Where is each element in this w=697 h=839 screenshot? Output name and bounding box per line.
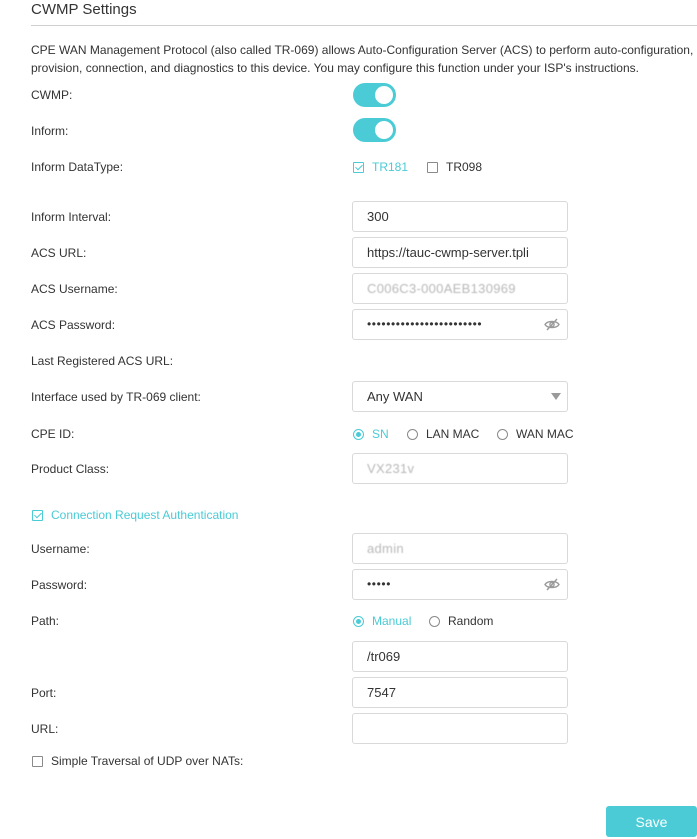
connection-request-auth-label: Connection Request Authentication — [51, 508, 239, 522]
wan-mac-radio[interactable] — [497, 429, 508, 440]
inform-toggle[interactable] — [353, 118, 396, 142]
path-value: /tr069 — [367, 649, 401, 664]
random-radio[interactable] — [429, 616, 440, 627]
password-label: Password: — [31, 578, 88, 592]
acs-url-value: https://tauc-cwmp-server.tpli — [367, 245, 529, 260]
username-input[interactable] — [352, 533, 568, 564]
interface-value: Any WAN — [367, 389, 423, 404]
connection-request-auth-option[interactable] — [32, 508, 238, 522]
product-class-input[interactable] — [352, 453, 568, 484]
random-label: Random — [448, 614, 494, 628]
password-input[interactable] — [352, 569, 568, 600]
port-input[interactable] — [352, 677, 568, 708]
url-input[interactable] — [352, 713, 568, 744]
cpe-id-lan-mac-option[interactable] — [407, 427, 479, 441]
cpe-id-sn-option[interactable] — [353, 427, 389, 441]
port-label: Port: — [31, 686, 57, 700]
acs-username-value: C006C3-000AEB130969 — [367, 281, 516, 296]
tr181-label: TR181 — [372, 160, 409, 174]
cpe-id-label: CPE ID: — [31, 427, 75, 441]
sn-label: SN — [372, 427, 389, 441]
last-registered-acs-url-label: Last Registered ACS URL: — [31, 354, 174, 368]
cwmp-description: CPE WAN Management Protocol (also called TR-069) allows Auto-Configuration Server (ACS) to perform auto-configuration, provision, connection, and diagnostics to this device. You may configure this function under your ISP's instructions. — [31, 43, 694, 75]
cpe-id-wan-mac-option[interactable] — [497, 427, 574, 441]
product-class-value: VX231v — [367, 461, 415, 476]
password-value: ••••• — [367, 577, 392, 591]
tr098-option[interactable] — [427, 160, 482, 174]
title-divider — [31, 25, 697, 26]
acs-password-label: ACS Password: — [31, 318, 116, 332]
inform-label: Inform: — [31, 124, 69, 138]
wan-mac-label: WAN MAC — [516, 427, 574, 441]
inform-interval-label: Inform Interval: — [31, 210, 112, 224]
path-manual-option[interactable] — [353, 614, 411, 628]
sn-radio[interactable] — [353, 429, 364, 440]
username-label: Username: — [31, 542, 90, 556]
acs-password-value: •••••••••••••••••••••••• — [367, 317, 483, 331]
url-label: URL: — [31, 722, 59, 736]
cwmp-toggle[interactable] — [353, 83, 396, 107]
lan-mac-label: LAN MAC — [426, 427, 480, 441]
toggle-knob — [375, 86, 393, 104]
tr181-option[interactable] — [353, 160, 408, 174]
inform-interval-input[interactable] — [352, 201, 568, 232]
username-value: admin — [367, 541, 404, 556]
port-value: 7547 — [367, 685, 396, 700]
lan-mac-radio[interactable] — [407, 429, 418, 440]
dropdown-arrow-icon — [551, 393, 561, 400]
product-class-label: Product Class: — [31, 462, 110, 476]
stun-option[interactable] — [32, 754, 243, 768]
acs-url-label: ACS URL: — [31, 246, 87, 260]
inform-interval-value: 300 — [367, 209, 389, 224]
path-label: Path: — [31, 614, 60, 628]
connection-request-auth-checkbox[interactable] — [32, 510, 43, 521]
tr098-checkbox[interactable] — [427, 162, 438, 173]
acs-password-input[interactable] — [352, 309, 568, 340]
eye-slash-icon[interactable] — [544, 578, 560, 591]
tr098-label: TR098 — [446, 160, 483, 174]
manual-radio[interactable] — [353, 616, 364, 627]
page-title: CWMP Settings — [31, 1, 137, 18]
stun-checkbox[interactable] — [32, 756, 43, 767]
manual-label: Manual — [372, 614, 412, 628]
save-button[interactable]: Save — [606, 806, 697, 837]
tr181-checkbox[interactable] — [353, 162, 364, 173]
path-random-option[interactable] — [429, 614, 493, 628]
stun-label: Simple Traversal of UDP over NATs: — [51, 754, 244, 768]
interface-select[interactable] — [352, 381, 568, 412]
toggle-knob — [375, 121, 393, 139]
acs-username-label: ACS Username: — [31, 282, 118, 296]
eye-slash-icon[interactable] — [544, 318, 560, 331]
inform-datatype-label: Inform DataType: — [31, 160, 124, 174]
path-input[interactable] — [352, 641, 568, 672]
acs-url-input[interactable] — [352, 237, 568, 268]
cwmp-label: CWMP: — [31, 88, 73, 102]
interface-label: Interface used by TR-069 client: — [31, 390, 201, 404]
acs-username-input[interactable] — [352, 273, 568, 304]
